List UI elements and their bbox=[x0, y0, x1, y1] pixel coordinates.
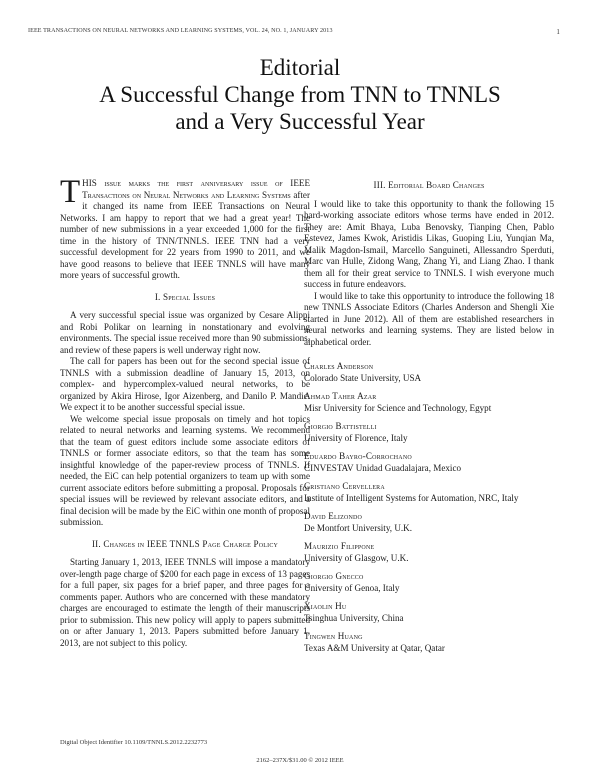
intro-paragraph bbox=[60, 174, 310, 282]
editor-affiliation: University of Glasgow, U.K. bbox=[304, 552, 409, 563]
editor-name: David Elizondo bbox=[304, 511, 363, 521]
editor-affiliation: University of Florence, Italy bbox=[304, 432, 408, 443]
section-heading-special-issues: I. Special Issues bbox=[154, 291, 216, 302]
editor-affiliation: Tsinghua University, China bbox=[304, 612, 404, 623]
editor-name: Eduardo Bayro-Corrochano bbox=[304, 451, 412, 461]
doi-line: Digital Object Identifier 10.1109/TNNLS.2012.2232773 bbox=[60, 739, 208, 746]
editor-entry bbox=[304, 451, 554, 474]
editor-entry bbox=[304, 631, 554, 654]
paragraph: I would like to take this opportunity to thank the following 15 hard-working associate editors whose terms have ended in 2012. They are: Amit Bhaya, Luba Benovsky, Tianping Chen, Pablo Estevez, James Kwok, Aristidis Likas, Guoping Liu, Yunqian Ma, Malik Magdon-Ismail, Marcello Sanguineti, Allessandro Sperduti, Marc van Hulle, Zidong Wang, Zhang Yi, and Liang Zhao. I thank them all for their great service to TNNLS. I wish everyone much success in future endeavors. bbox=[304, 198, 554, 289]
title-line-1: Editorial bbox=[259, 55, 341, 80]
article-title bbox=[0, 54, 600, 135]
intro-text: after it changed its name from IEEE Transactions on Neural Networks. I am happy to report that we had a great year! The number of new submissions in a year exceeded 1,000 for the first time in the history of TNN/TNNLS. IEEE TNN had a very successful development for 22 years from 1990 to 2011, and we have good reasons to believe that IEEE TNNLS will have many more years of successful growth. bbox=[60, 189, 310, 280]
page-number: 1 bbox=[556, 28, 560, 36]
editor-name: Maurizio Filippone bbox=[304, 541, 375, 551]
editor-name: Charles Anderson bbox=[304, 361, 374, 371]
editor-name: Giorgio Battistelli bbox=[304, 421, 377, 431]
editor-name: Ahmad Taher Azar bbox=[304, 391, 377, 401]
editor-name: Cristiano Cervellera bbox=[304, 481, 385, 491]
paragraph: A very successful special issue was organized by Cesare Alippi and Robi Polikar on learning in nonstationary and evolving environments. The special issue received more than 90 submissions, and review of these papers is well underway right now. bbox=[60, 310, 310, 355]
section-heading-editorial-board: III. Editorial Board Changes bbox=[373, 180, 485, 190]
left-column bbox=[60, 174, 310, 649]
editor-affiliation: Institute of Intelligent Systems for Automation, NRC, Italy bbox=[304, 492, 519, 503]
editor-affiliation: CINVESTAV Unidad Guadalajara, Mexico bbox=[304, 462, 462, 473]
editor-entry bbox=[304, 571, 554, 594]
editor-entry bbox=[304, 361, 554, 384]
editor-affiliation: De Montfort University, U.K. bbox=[304, 522, 413, 533]
title-line-3: and a Very Successful Year bbox=[175, 109, 425, 134]
drop-cap: T bbox=[60, 174, 81, 210]
editor-entry bbox=[304, 421, 554, 444]
editor-entry bbox=[304, 481, 554, 504]
editor-entry bbox=[304, 391, 554, 414]
paragraph: We welcome special issue proposals on timely and hot topics related to neural networks and learning systems. We recommend that the team of guest editors include some associate editors of TNNLS or former associate editors, so that the team has some insightful knowledge of the paper-review process of TNNLS. If needed, the EiC can help potential organizers to team up with some current associate editors before submitting a proposal. Proposals for special issues will be reviewed by relevant associate editors, and a final decision will be made by the EiC within one month of proposal submission. bbox=[60, 413, 310, 527]
editor-name: Giorgio Gnecco bbox=[304, 571, 364, 581]
editor-entry bbox=[304, 511, 554, 534]
editor-affiliation: Misr University for Science and Technology, Egypt bbox=[304, 402, 492, 413]
copyright-footer: 2162–237X/$31.00 © 2012 IEEE bbox=[256, 757, 344, 764]
running-title: IEEE TRANSACTIONS ON NEURAL NETWORKS AND LEARNING SYSTEMS, VOL. 24, NO. 1, JANUARY 2013 bbox=[28, 28, 333, 34]
editor-name: Tingwen Huang bbox=[304, 631, 363, 641]
editor-affiliation: University of Genoa, Italy bbox=[304, 582, 400, 593]
title-line-2: A Successful Change from TNN to TNNLS bbox=[99, 82, 501, 107]
right-column bbox=[304, 178, 554, 654]
paragraph: Starting January 1, 2013, IEEE TNNLS will impose a mandatory over-length page charge of $200 for each page in excess of 13 pages for a full paper, six pages for a brief paper, and three pages for a comments paper. Authors who are concerned with these mandatory charges are encouraged to estimate the length of their manuscripts prior to submission. This new policy will apply to papers submitted on or after January 1, 2013. Papers submitted before January 1, 2013, are not subject to this policy. bbox=[60, 557, 310, 648]
paragraph: I would like to take this opportunity to introduce the following 18 new TNNLS Associate Editors (Charles Anderson and Shengli Xie started in June 2012). All of them are established researchers in neural networks and learning systems. They are listed below in alphabetical order. bbox=[304, 290, 554, 347]
editor-affiliation: Texas A&M University at Qatar, Qatar bbox=[304, 642, 445, 653]
editor-name: Xiaolin Hu bbox=[304, 601, 347, 611]
running-header bbox=[28, 28, 560, 40]
editor-entry bbox=[304, 601, 554, 624]
intro-lead-caps: HIS issue marks the first anniversary issue of IEEE Transactions on Neural Networks and Learning Systems bbox=[82, 178, 310, 200]
paragraph: The call for papers has been out for the second special issue of TNNLS with a submission deadline of January 15, 2013, on complex- and hypercomplex-valued neural networks, to be organized by Akira Hirose, Igor Aizenberg, and Danilo P. Mandic. We expect it to be another successful special issue. bbox=[60, 356, 310, 412]
section-heading-page-charge: II. Changes in IEEE TNNLS Page Charge Policy bbox=[91, 538, 279, 549]
editor-entry bbox=[304, 541, 554, 564]
editor-affiliation: Colorado State University, USA bbox=[304, 372, 422, 383]
